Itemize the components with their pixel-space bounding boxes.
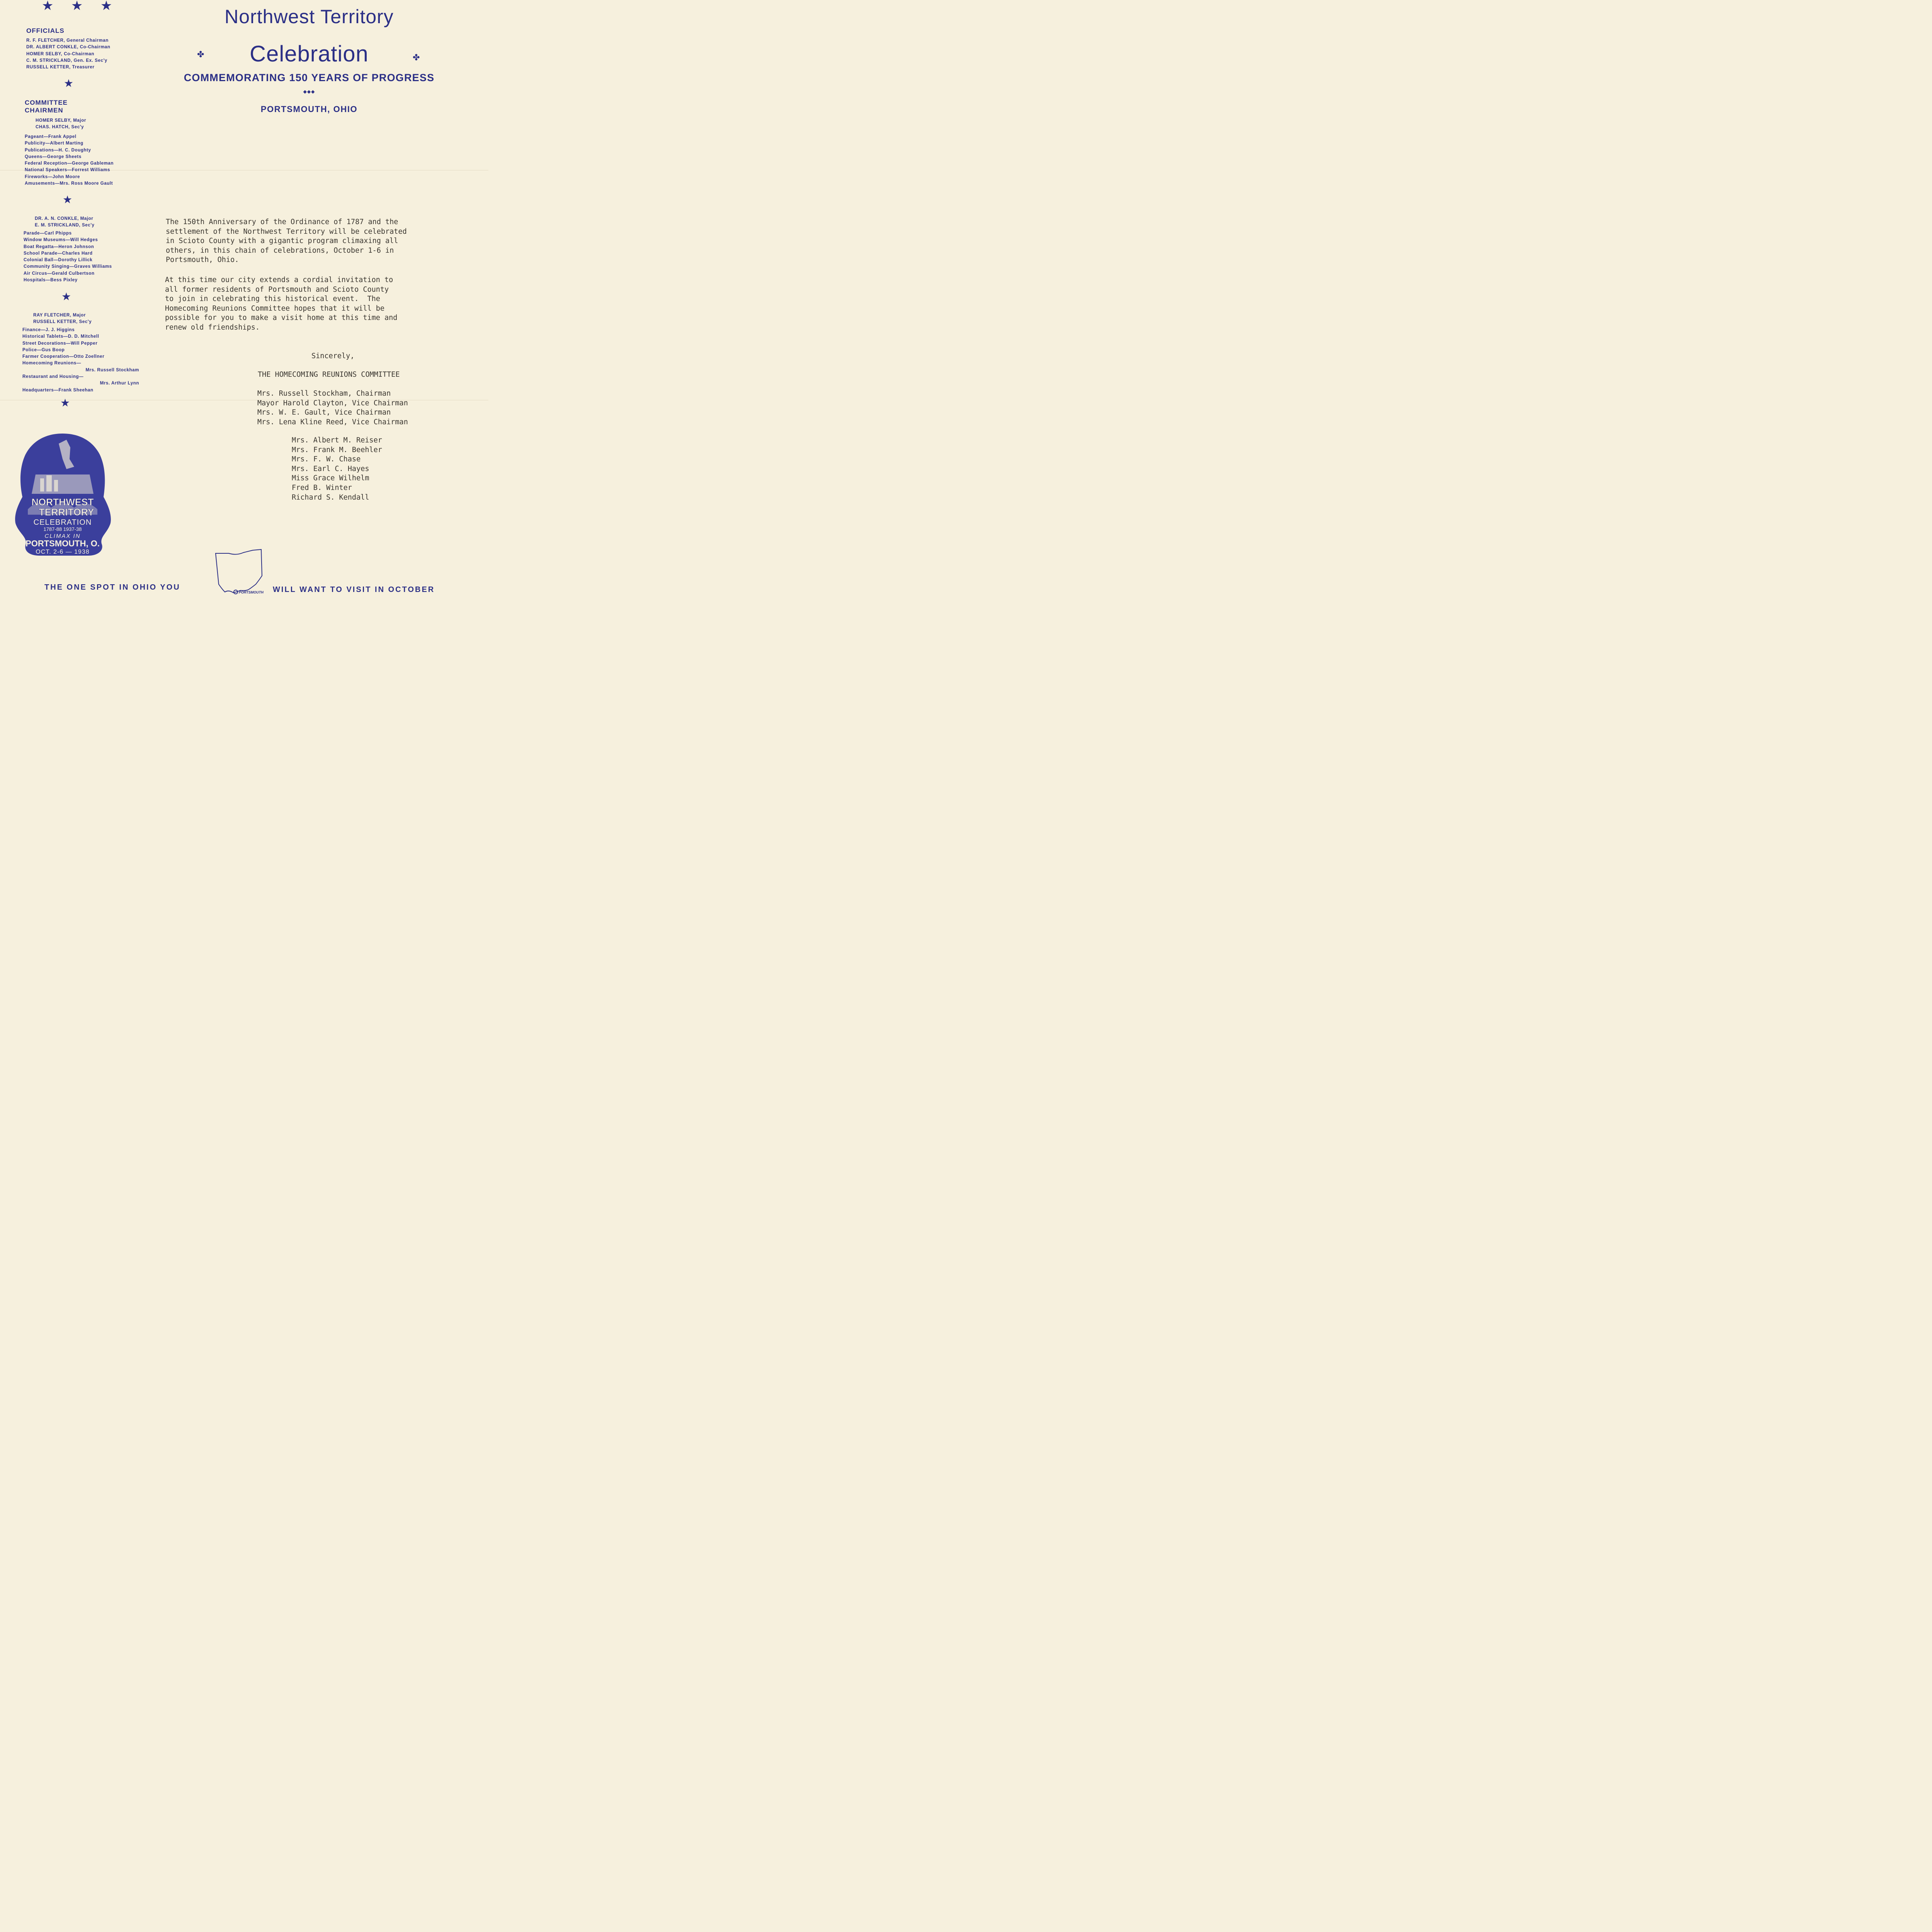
committee-item: Street Decorations—Will Pepper	[22, 341, 98, 346]
committee-item: Historical Tablets—D. D. Mitchell	[22, 334, 99, 339]
star-icon: ★	[61, 291, 71, 303]
letter-members: Mrs. Albert M. Reiser Mrs. Frank M. Beehler Mrs. F. W. Chase Mrs. Earl C. Hayes Miss Grace Wilhelm Fred B. Winter Richard S. Kendall	[292, 436, 382, 502]
footer-left: THE ONE SPOT IN OHIO YOU	[44, 583, 180, 592]
group3-list	[22, 327, 142, 394]
location: PORTSMOUTH, OHIO	[260, 104, 358, 114]
title-line-2: Celebration	[250, 41, 369, 66]
group2-leaders	[35, 216, 95, 229]
committee-item: Mrs. Russell Stockham	[85, 367, 139, 372]
committee-item: Colonial Ball—Dorothy Lillick	[24, 258, 93, 263]
title-line-1: Northwest Territory	[224, 6, 394, 27]
committee-item: Federal Reception—George Gableman	[25, 161, 114, 166]
map-label: PORTSMOUTH	[239, 590, 264, 594]
committee-item: Air Circus—Gerald Culbertson	[24, 271, 95, 276]
letter-closing: Sincerely,	[311, 352, 355, 360]
committee-item: Publications—H. C. Doughty	[25, 148, 91, 153]
group3-leaders	[33, 312, 92, 326]
committee-item: Finance—J. J. Higgins	[22, 328, 75, 332]
committee-item: Farmer Cooperation—Otto Zoellner	[22, 354, 105, 359]
emblem-line3: CELEBRATION	[33, 518, 92, 527]
committee-item: Homecoming Reunions—	[22, 361, 81, 366]
committee-heading-line: COMMITTEE	[25, 99, 68, 106]
officials-heading: OFFICIALS	[26, 27, 65, 34]
subtitle: COMMEMORATING 150 YEARS OF PROGRESS	[184, 72, 435, 83]
official-item: C. M. STRICKLAND, Gen. Ex. Sec'y	[26, 58, 107, 63]
letter-committee: THE HOMECOMING REUNIONS COMMITTEE	[258, 371, 400, 379]
official-item: HOMER SELBY, Co-Chairman	[26, 51, 95, 56]
committee-item: Parade—Carl Phipps	[24, 231, 72, 236]
ohio-map-icon	[213, 549, 270, 600]
committee-item: Mrs. Arthur Lynn	[100, 381, 139, 386]
emblem-years: 1787-88 1937-38	[43, 526, 82, 532]
committee-item: Fireworks—John Moore	[25, 174, 80, 179]
star-icon: ★	[64, 77, 74, 89]
emblem-dates: OCT. 2-6 — 1938	[36, 549, 90, 555]
committee-item: Pageant—Frank Appel	[25, 134, 77, 139]
letter-paragraph-1: The 150th Anniversary of the Ordinance of 1787 and the settlement of the Northwest Territory will be celebrated in Scioto County with a gigantic program climaxing all others, in this chain of celebrations, October 1-6 in Portsmouth, Ohio.	[166, 218, 407, 264]
footer-right: WILL WANT TO VISIT IN OCTOBER	[273, 585, 435, 594]
emblem-line1: NORTHWEST	[31, 497, 94, 508]
committee-item: Boat Regatta—Heron Johnson	[24, 244, 94, 249]
committee-item: Police—Gus Boop	[22, 347, 65, 352]
diamond-ornament: ◆◆◆	[303, 89, 315, 94]
committee-item: Publicity—Albert Marting	[25, 141, 83, 146]
celebration-emblem	[12, 432, 113, 558]
group-leader: HOMER SELBY, Major	[36, 118, 86, 123]
group-leader: RUSSELL KETTER, Sec'y	[33, 320, 92, 325]
official-item: R. F. FLETCHER, General Chairman	[26, 38, 109, 43]
group2-list	[24, 230, 112, 284]
emblem-climax: CLIMAX IN	[44, 533, 81, 539]
official-item: DR. ALBERT CONKLE, Co-Chairman	[26, 45, 111, 50]
official-item: RUSSELL KETTER, Treasurer	[26, 65, 95, 70]
committee-item: Amusements—Mrs. Ross Moore Gault	[25, 181, 113, 186]
committee-item: Community Singing—Graves Williams	[24, 264, 112, 269]
group1-leaders	[36, 117, 86, 131]
committee-item: Window Museums—Will Hedges	[24, 238, 98, 243]
emblem-city: PORTSMOUTH, O.	[26, 539, 100, 548]
letter-officers: Mrs. Russell Stockham, Chairman Mayor Harold Clayton, Vice Chairman Mrs. W. E. Gault, Vice Chairman Mrs. Lena Kline Reed, Vice Chairman	[257, 389, 408, 426]
committee-item: School Parade—Charles Hard	[24, 251, 93, 256]
star-icon: ★	[60, 397, 70, 409]
committee-heading-line: CHAIRMEN	[25, 107, 63, 114]
emblem-line2: TERRITORY	[39, 507, 94, 518]
top-stars: ★ ★ ★	[42, 0, 119, 13]
ornament-icon: ✤	[197, 49, 204, 59]
officials-list	[26, 37, 111, 71]
letter-paragraph-2: At this time our city extends a cordial invitation to all former residents of Portsmouth and Scioto County to join in celebrating this historical event. The Homecoming Reunions Committee hopes that it will be possible for you to make a visit home at this time and renew old friendships.	[165, 276, 398, 332]
ornament-icon: ✤	[413, 53, 420, 62]
group-leader: DR. A. N. CONKLE, Major	[35, 216, 94, 221]
committee-item: Restaurant and Housing—	[22, 374, 84, 379]
committee-item: National Speakers—Forrest Williams	[25, 168, 110, 173]
group-leader: RAY FLETCHER, Major	[33, 313, 86, 318]
group-leader: CHAS. HATCH, Sec'y	[36, 125, 84, 130]
group1-list	[25, 134, 114, 187]
committee-heading	[25, 99, 68, 114]
committee-item: Headquarters—Frank Sheehan	[22, 388, 94, 393]
committee-item: Hospitals—Bess Pixley	[24, 278, 78, 283]
star-icon: ★	[63, 194, 73, 206]
committee-item: Queens—George Sheets	[25, 154, 82, 159]
group-leader: E. M. STRICKLAND, Sec'y	[35, 223, 95, 228]
